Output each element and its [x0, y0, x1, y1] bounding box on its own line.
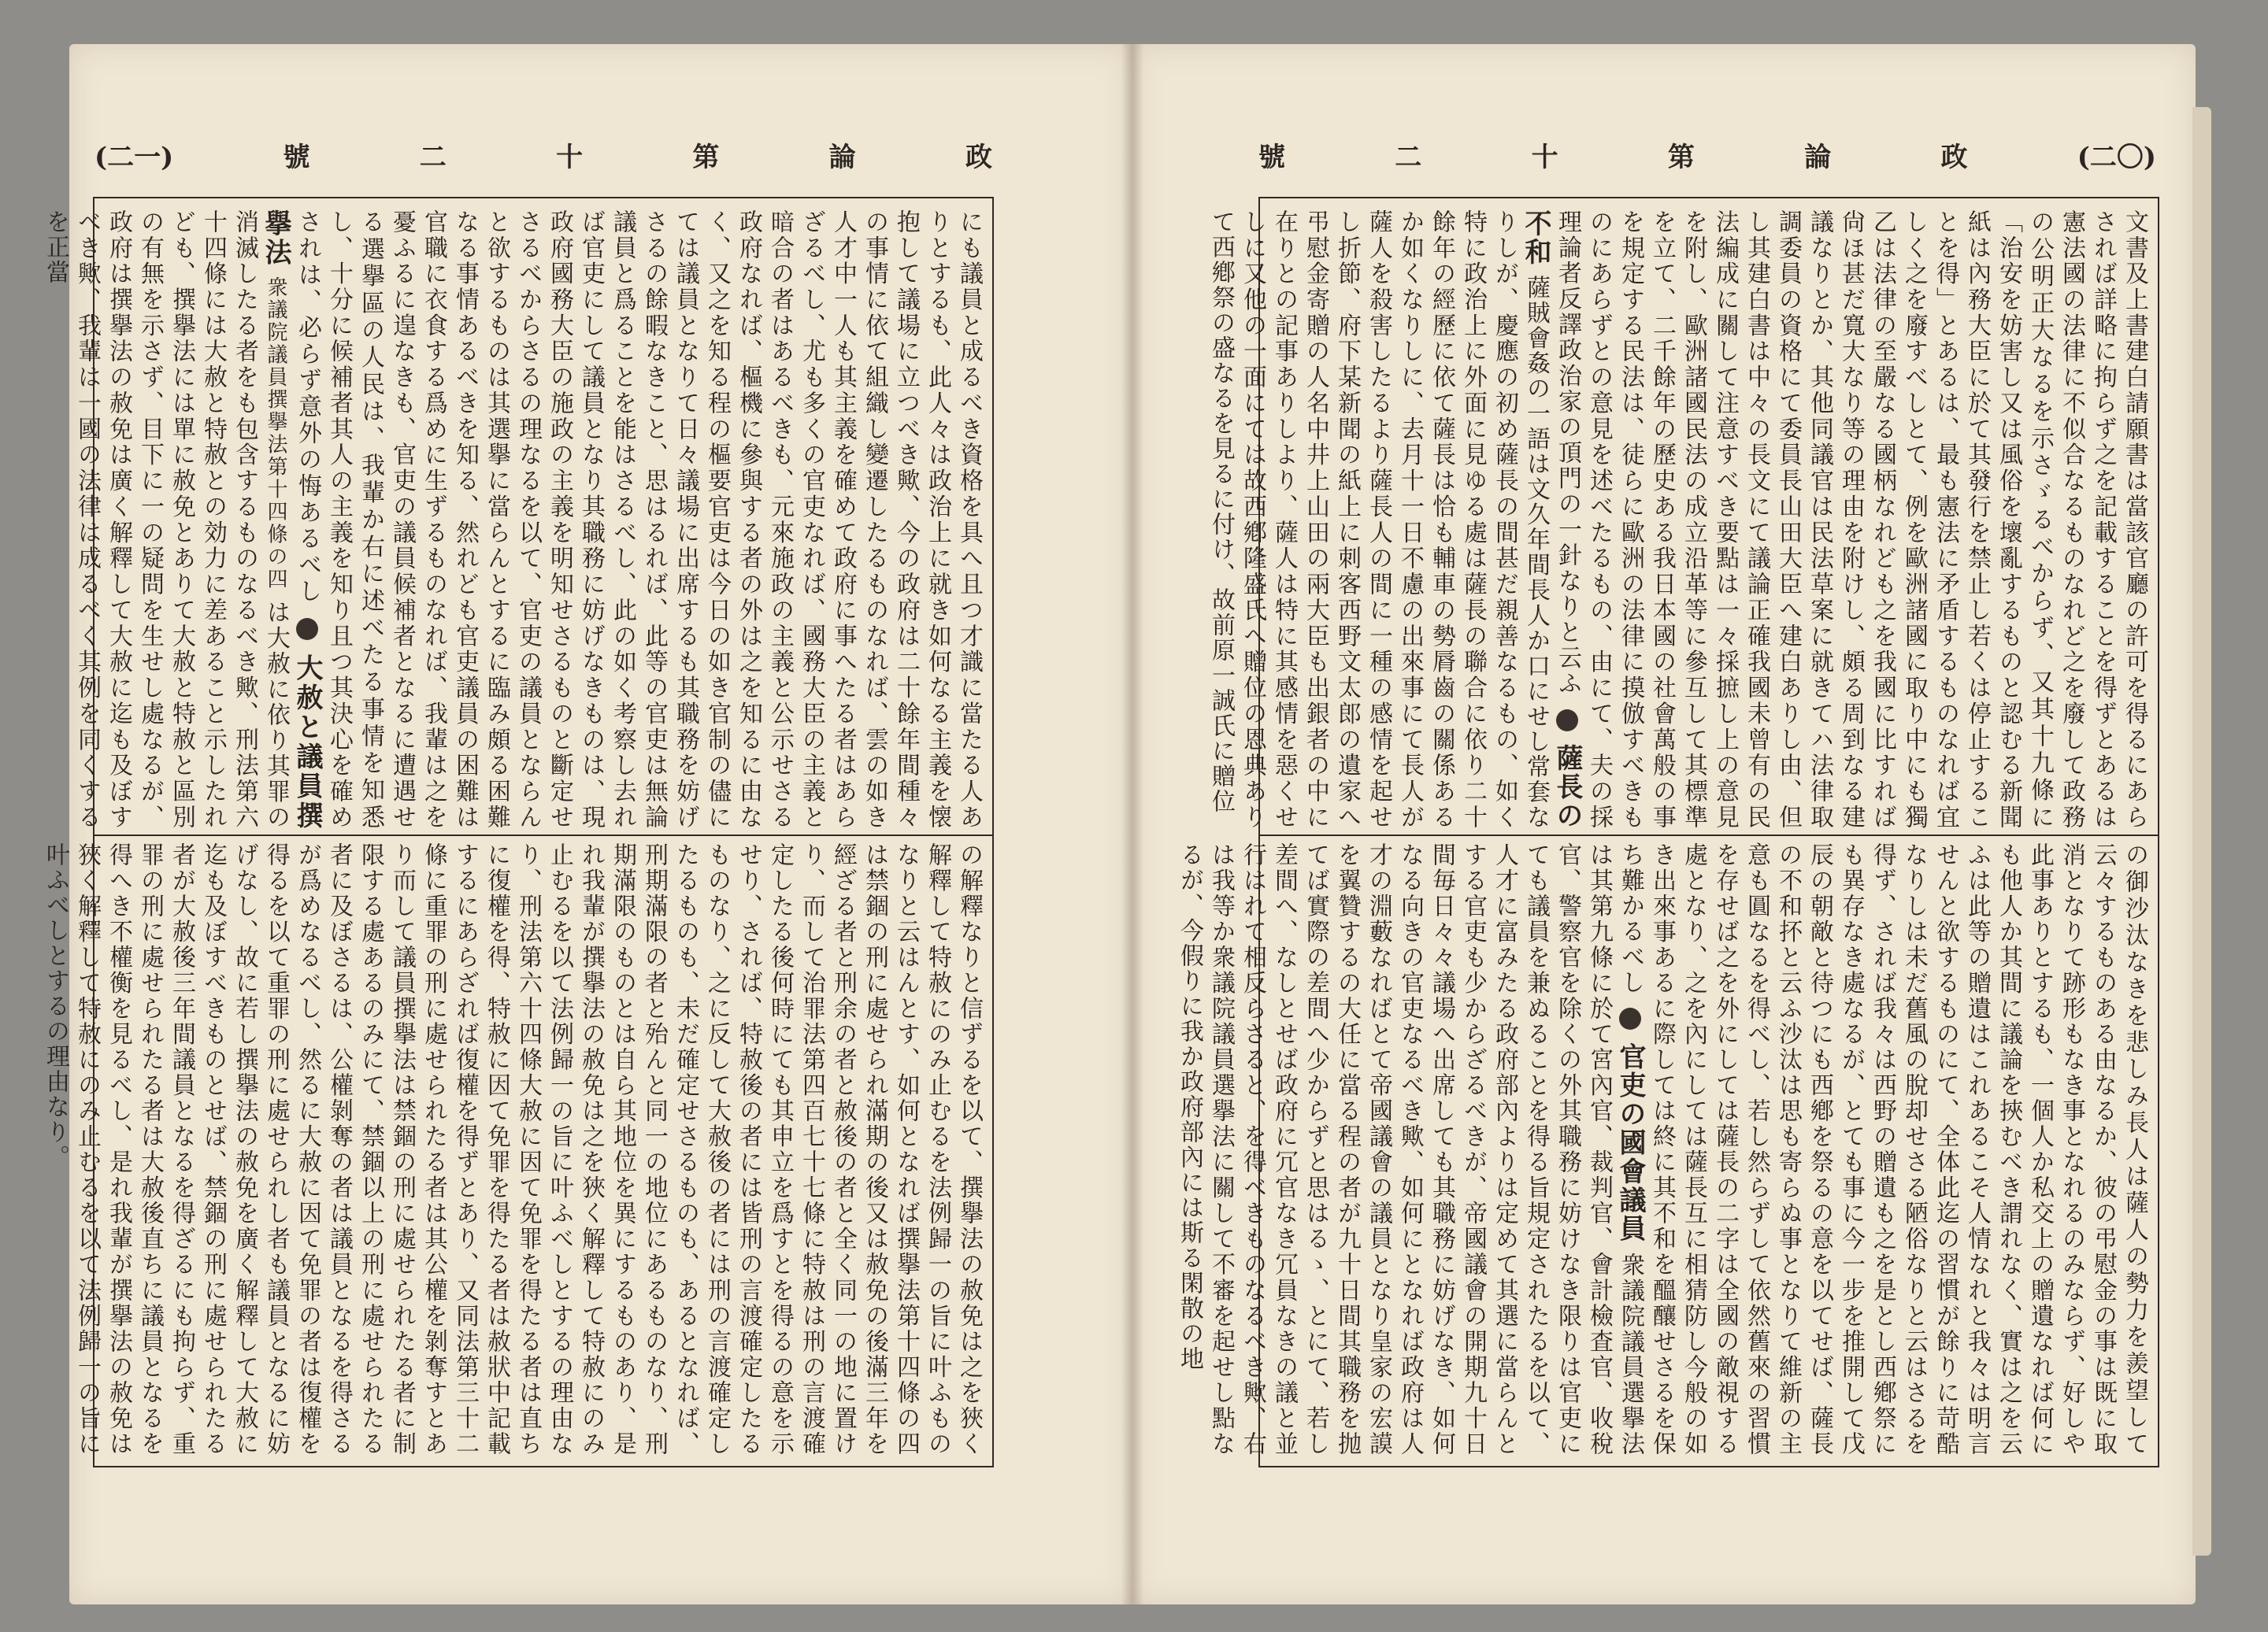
right-text-frame	[1176, 197, 2159, 1467]
page-edge	[2192, 107, 2211, 1556]
right-header-char-2: 論	[1804, 141, 1832, 173]
left-text-frame	[42, 197, 994, 1467]
right-page-header	[1258, 131, 2156, 178]
right-header-char-5: 二	[1395, 141, 1422, 173]
left-page	[42, 44, 1132, 1604]
book-spread	[42, 44, 2196, 1604]
right-bottom-paragraph-1: の御沙汰なきを悲しみ長人は薩人の勢力を羨望して云々するものある由なるか、彼の弔慰金の事は既に取消となりて跡形もなき事となれるのみならず、好しや此事ありとするも、一個人か私交上の贈遺なれば何にも他人か其間に議論を挾むべき謂れなく、實は之を云ふは此等の贈遺はこれあるこそ人情なれと我々は明言せんと欲するものにて、全体此迄の習慣が餘りに苛酷なりしは未だ舊風の脫却せさる陋俗なりと云はさるを得ず、されば我々は西野の贈遺も之を是とし西鄕祭にも異存なき處なるが、とても事に今一步を推開して戊辰の朝敵と待つにも西鄕を祭るの意を以てせば、薩長の不和抔と云ふ沙汰は思も寄らぬ事となりて維新の主意も圓なるを得べし、若し然らずして依然舊來の習慣を存せば之を外にしては薩長の二字は全國の敵視する處となり、之を內にしては薩長互に相猜防し今般の如き出來事あるに際しては終に其不和を醞釀せさるを保ち難かるべし	[1617, 842, 2148, 1456]
left-header-char-3: 十	[556, 141, 584, 173]
left-header-page-number: (二一)	[94, 141, 174, 173]
right-middle-rule	[1260, 835, 2158, 836]
section-bullet-icon	[296, 618, 318, 640]
binding-gutter	[1121, 44, 1143, 1604]
left-section-title: 大赦と議員撰擧法	[260, 209, 323, 831]
right-top-paragraph-2: 薩賊會姦の一語は文久年間長人か口にせし常套なりしが、慶應の初め薩長の間甚だ親善なるもの、如く特に政治上に外面に見ゆる處は薩長の聯合に依り二十餘年の經歷に依て薩長は恰も輔車の勢脣齒の關係あるか如くなりしに、去月十一日不慮の出來事にて長人が薩人を殺害したるより薩長人の間に一種の感情を起せし折節、府下某新聞の紙上に刺客西野文太郎の遺家へ弔慰金寄贈の人名中井上山田の兩大臣も出銀者の中に在りとの記事ありしより、薩人は特に其感情を惡くせしに又他の一面にては故西鄕隆盛氏へ贈位の恩典ありて西鄕祭の盛なるを見るに付け、故前原一誠氏に贈位	[1207, 209, 1550, 831]
left-header-char-6: 政	[965, 141, 992, 173]
right-top-paragraph-1: 文書及上書建白請願書は當該官廳の許可を得るにあらされば詳略に拘らず之を記載することを得ずとあるは憲法國の法律に不似合なるものなれど之を廢して政務の公明正大なるを示さゞるべからず、又其十九條に「治安を妨害し又は風俗を壞亂するものと認むる新聞紙は內務大臣に於て其發行を禁止し若くは停止することを得」とあるは、最も憲法に矛盾するものなれば宜しく之を廢すべしとて、例を歐洲諸國に取り中にも獨乙は法律の至嚴なる國柄なれども之を我國に比すれば尙ほ甚だ寬大なり等の理由を附けし、頗る周到なる建議なりとか、其他同議官は民法草案に就きてハ法律取調委員の資格にて委員長山田大臣へ建白ありし由、但し其建白書は中々の長文にて議論正確我國未曾有の民法編成に關して注意すべき要點は一々採摭し上の意見を附し、歐洲諸國民法の成立沿革等に參互して其標準を立て、二千餘年の歷史ある我日本國の社會萬般の事を規定する民法は、徒らに歐洲の法律に摸倣すべきものにあらずとの意見を述べたるもの、由にて、夫の採理論者反譯政治家の頂門の一針なりと云ふ	[1554, 209, 2148, 831]
right-top-column	[1207, 209, 2150, 831]
left-top-paragraph-1: にも議員と成るべき資格を具へ且つ才識に當たる人ありとするも、此人々は政治上に就き如何なる主義を懐抱して議場に立つべき歟、今の政府は二十餘年間種々の事情に依て組織し變遷したるものなれば、雲の如き人才中一人も其主義を確めて政府に事へたる者はあらざるべし、尤も多くの官吏なれば、國務大臣の主義と暗合の者はあるべきも、元來施政の主義と公示せさる政府なれば、樞機に參與する者の外は之を知るに由なく、又之を知る程の樞要官吏は今日の如き官制の儘にては議員となりて日々議場に出席するも其職務を妨げさるの餘暇なきこと、思はるれば、此等の官吏は無論議員と爲ることを能はさるべし、此の如く考察し去れば官吏にして議員となり其職務に妨げなきものは、現政府國務大臣の施政の主義を明知せさるものと斷定せさるべからさるの理なるを以て、官吏の議員とならんと欲するものは其選擧に當らんとするに臨み頗る困難なる事情あるべきを知る、然れども官吏議員の困難は官職に衣食する爲めに生ずるものなれば、我輩は之を憂ふるに遑なきも、官吏の議員候補者となるに遭遇せる選擧區の人民は、我輩か右に述べたる事情を知悉し、十分に候補者其人の主義を知り且つ其決心を確めされは、必らず意外の悔あるべし	[294, 209, 983, 831]
left-bottom-paragraph: の解釋なりと信ずるを以て、撰擧法の赦免は之を狹く解釋して特赦にのみ止むるを法例歸一の旨に叶ふものなりと云はんとす、如何となれば撰擧法第十四條の四は禁錮の刑に處せられ滿期の後又は赦免の後滿三年を經ざる者と刑余の者と赦後の者と全く同一の地に置けり、而して治罪法第四百七十七條に特赦は刑の言渡確定したる後何時にても其申立を爲すとを得るの意を示せり、されば、特赦後の者には皆刑の言渡確定したるものなり、之に反して大赦後の者には刑の言渡確定したるものも、未だ確定せさるものも、あるとなれば、刑期滿限の者と殆んと同一の地位にあるものなり、刑期滿限のものとは自ら其地位を異にするものあり、是れ我輩が撰擧法の赦免は之を狹く解釋して特赦にのみ止むるを以て法例歸一の旨に叶ふべしとするの理由なり、刑法第六十四條大赦に因て免罪を得たる者は直ちに復權を得、特赦に因て免罪を得たる者は赦狀中記載するにあらざれば復權を得ずとあり、又同法第三十二條に重罪の刑に處せられたる者は其公權を剝奪すとあり而して議員撰擧法は禁錮の刑に處せられたる者に制限する處あるのみにて、禁錮以上の刑に處せられたる者に及ぼさるは、公權剝奪の者は議員となるを得さるが爲めなるべし、然るに大赦に因て免罪の者は復權を得るを以て重罪の刑に處せられし者も議員となるに妨げなし、故に若し撰擧法の赦免を廣く解釋して大赦に迄も及ぼすべきものとせば、禁錮の刑に處せられたる者が大赦後三年間議員となるを得ざるにも拘らず、重罪の刑に處せられたる者は大赦後直ちに議員となるを得へき不權衡を見るべし、是れ我輩が撰擧法の赦免は狹く解釋して特赦にのみ止むるを以て法例歸一の旨に叶ふべしとするの理由なり。	[42, 842, 983, 1456]
right-bottom-paragraph-2: 衆議院議員選擧法は其第九條に於て宮內官、裁判官、會計檢査官、收稅官、警察官を除くの外其職務に妨けなき限りは官吏にても議員を兼ぬることを得る旨規定されたるを以て、人才に富みたる政府部內よりは定めて其選に當らんとする官吏も少からざるべきが、帝國議會の開期九十日間毎日々々議場へ出席しても其職務に妨げなき、如何なる向きの官吏なるべき歟、如何にとなれば政府は人才の淵藪なればとて帝國議會の議員となり皇家の宏謨を翼贊するの大任に當る程の者が九十日間其職務を抛てば實際の差間へ少からずと思はるゝ、とにて、若し差間へ、なしとせば政府に冗官なき冗員なきの議と並行はれて相反らさると、を得べきものなるべき歟、右は我等か衆議院議員選擧法に關して不審を起せし點なるが、今假りに我か政府部內には斯る閑散の地	[1176, 842, 1644, 1457]
right-header-char-1: 政	[1940, 141, 1968, 173]
left-section-byline: 衆議院議員撰擧法第十四條の四	[264, 276, 287, 590]
right-header-page-number: (二〇)	[2077, 141, 2156, 173]
section-bullet-icon	[1556, 709, 1578, 731]
left-header-char-4: 第	[692, 141, 720, 173]
left-header-char-5: 論	[828, 141, 856, 173]
right-header-char-6: 號	[1258, 141, 1285, 173]
right-page	[1132, 44, 2196, 1604]
left-page-header	[94, 131, 992, 178]
section-bullet-icon	[1619, 1008, 1641, 1030]
right-header-char-4: 十	[1531, 141, 1558, 173]
right-section-title-2: 官吏の國會議員	[1614, 1042, 1646, 1244]
left-header-char-1: 號	[283, 141, 310, 173]
left-top-column	[42, 209, 984, 831]
right-section-title: 薩長の不和	[1520, 209, 1583, 831]
left-middle-rule	[94, 835, 992, 836]
left-header-char-2: 二	[419, 141, 447, 173]
right-header-char-3: 第	[1667, 141, 1695, 173]
left-bottom-column	[42, 842, 984, 1456]
left-top-paragraph-2: は大赦に依り其罪の消滅したる者をも包含するものなるべき歟、刑法第六十四條には大赦と特赦との効力に差あること示したれども、撰擧法には單に赦免とありて大赦と特赦と區別の有無を示さず、目下に一の疑問を生せし處なるが、政府は撰擧法の赦免は廣く解釋して大赦に迄も及ぼすべき歟、我輩は一國の法律は成るべく其例を同くするを正當	[42, 209, 290, 831]
right-bottom-column	[1176, 842, 2150, 1457]
